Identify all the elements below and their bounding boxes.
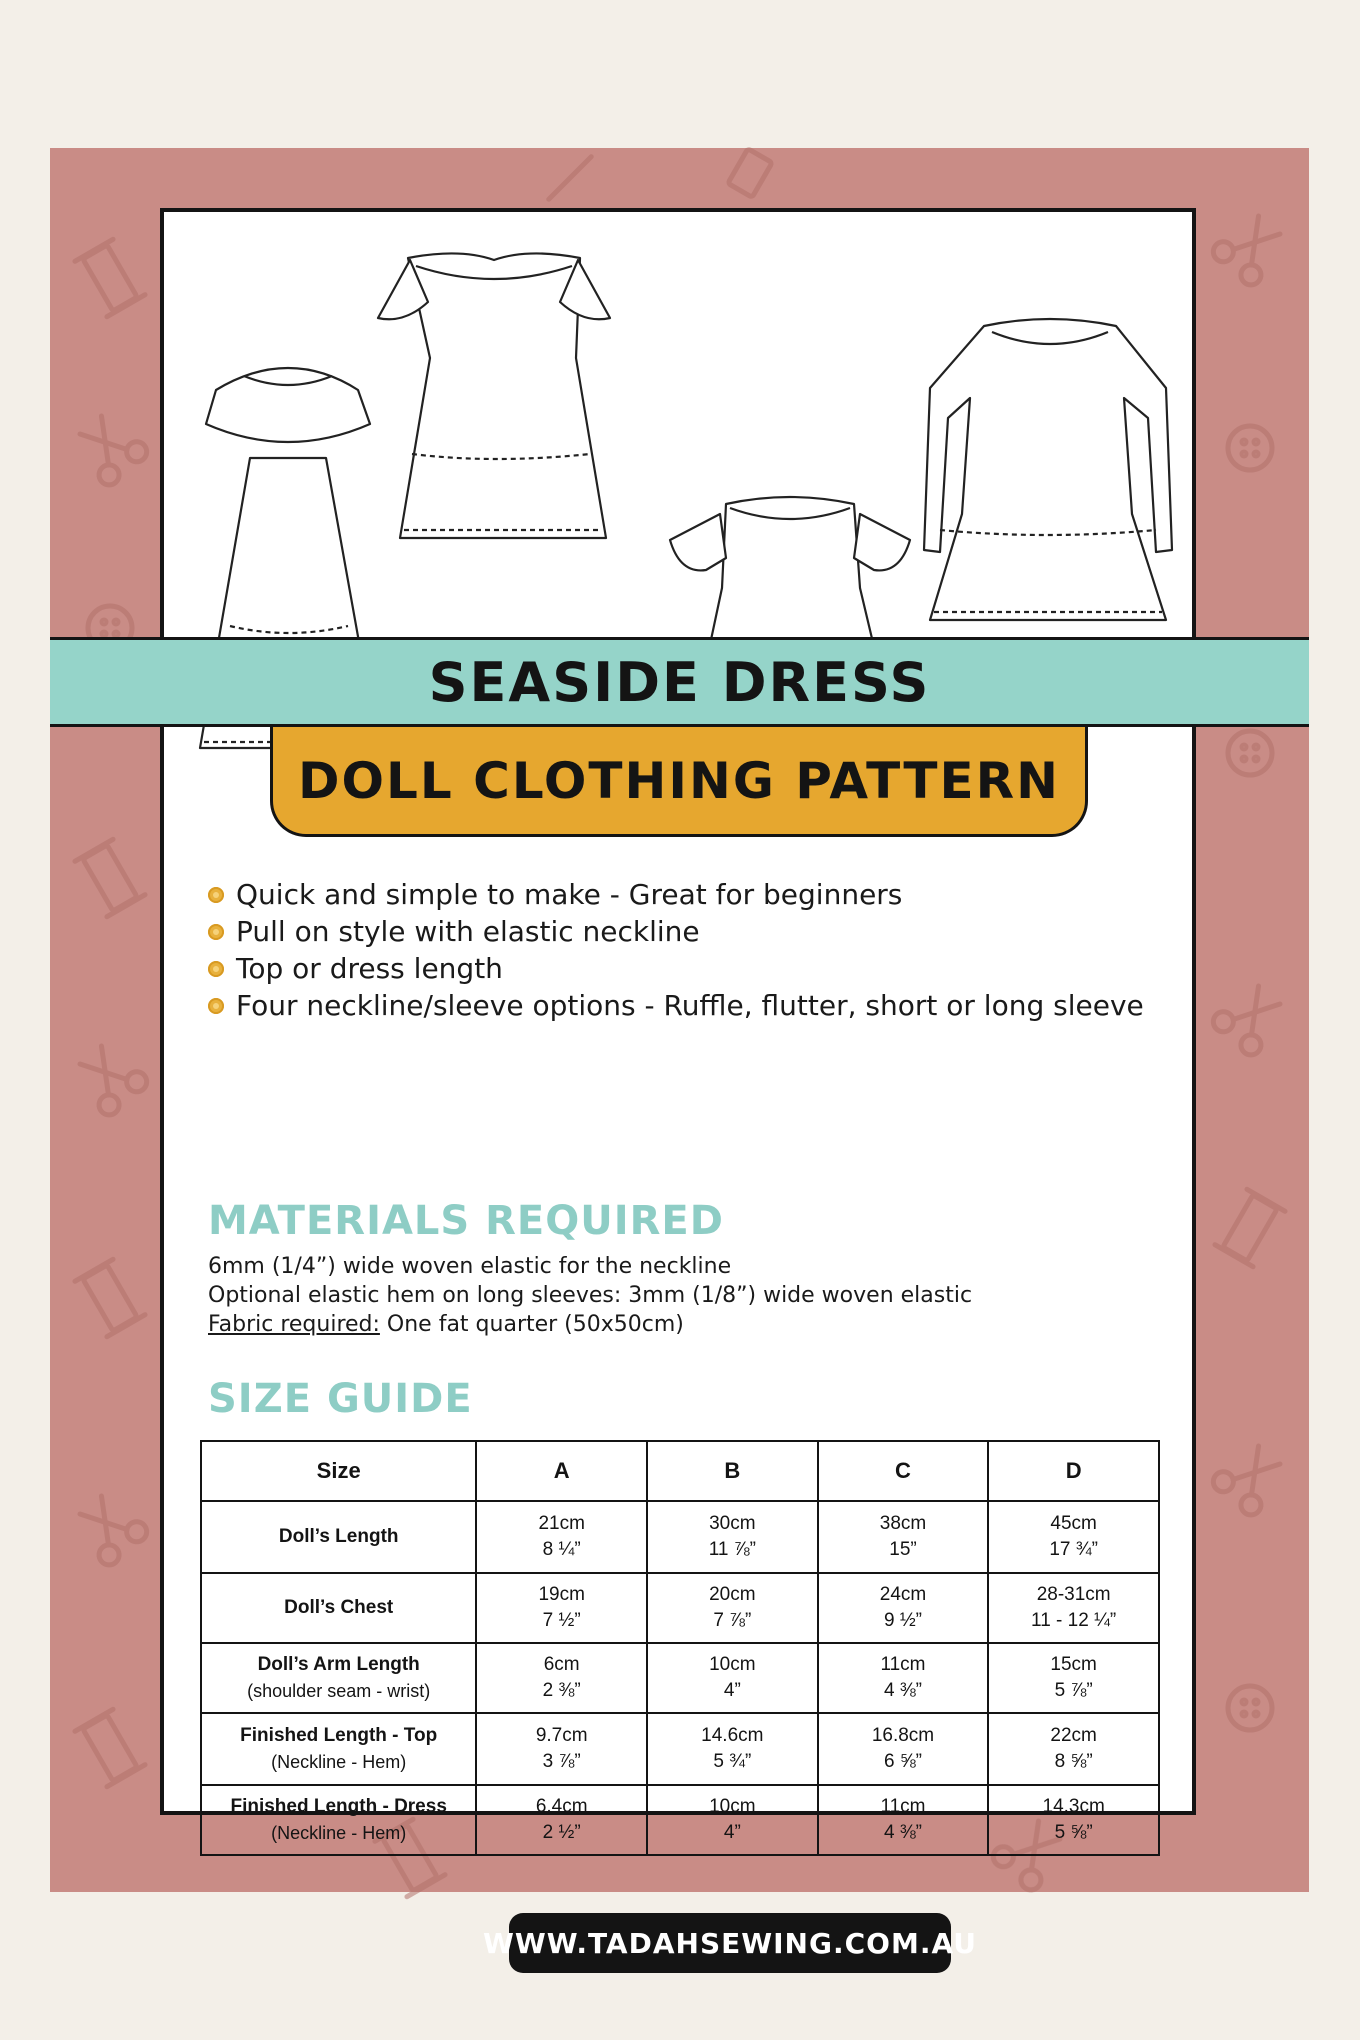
feature-item: Top or dress length <box>208 950 1208 987</box>
scissors-icon <box>69 407 150 489</box>
button-icon <box>1228 731 1272 775</box>
materials-line: 6mm (1/4”) wide woven elastic for the neckline <box>208 1254 732 1279</box>
table-cell: 24cm 9 ½” <box>818 1573 989 1643</box>
table-cell: 21cm 8 ¼” <box>476 1501 647 1573</box>
table-row <box>201 1785 1159 1855</box>
pattern-cover <box>50 148 1309 1960</box>
table-row <box>201 1573 1159 1643</box>
feature-item: Pull on style with elastic neckline <box>208 913 1208 950</box>
scissors-icon <box>69 1487 150 1569</box>
flutter-sleeve-top-illustration <box>378 253 610 538</box>
pattern-subtitle: DOLL CLOTHING PATTERN <box>298 751 1060 810</box>
bullet-icon <box>208 887 224 903</box>
table-cell: 11cm 4 ⅜” <box>818 1643 989 1713</box>
spool-icon <box>75 239 145 316</box>
table-cell: 28-31cm 11 - 12 ¼” <box>988 1573 1159 1643</box>
spool-icon <box>75 1709 145 1786</box>
table-cell: 30cm 11 ⅞” <box>647 1501 818 1573</box>
row-label: Doll’s Chest <box>201 1573 476 1643</box>
materials-heading: MATERIALS REQUIRED <box>208 1198 724 1244</box>
table-cell: 22cm 8 ⅝” <box>988 1713 1159 1785</box>
table-cell: 20cm 7 ⅞” <box>647 1573 818 1643</box>
scissors-icon <box>1209 1437 1290 1519</box>
fabric-value: One fat quarter (50x50cm) <box>379 1312 684 1337</box>
bullet-icon <box>208 998 224 1014</box>
row-label: Doll’s Arm Length (shoulder seam - wrist) <box>201 1643 476 1713</box>
table-cell: 10cm 4” <box>647 1785 818 1855</box>
scissors-icon <box>69 1037 150 1119</box>
fabric-label: Fabric required: <box>208 1312 380 1337</box>
table-cell: 10cm 4” <box>647 1643 818 1713</box>
column-header: A <box>476 1441 647 1501</box>
table-cell: 11cm 4 ⅜” <box>818 1785 989 1855</box>
table-cell: 19cm 7 ½” <box>476 1573 647 1643</box>
spool-icon <box>1215 1189 1285 1266</box>
pattern-title: SEASIDE DRESS <box>428 650 931 714</box>
button-icon <box>1228 426 1272 470</box>
feature-list <box>208 876 1208 1024</box>
bullet-icon <box>208 961 224 977</box>
column-header: B <box>647 1441 818 1501</box>
table-cell: 14.3cm 5 ⅝” <box>988 1785 1159 1855</box>
table-cell: 6cm 2 ⅜” <box>476 1643 647 1713</box>
row-label: Finished Length - Top (Neckline - Hem) <box>201 1713 476 1785</box>
row-label: Finished Length - Dress (Neckline - Hem) <box>201 1785 476 1855</box>
size-guide-heading: SIZE GUIDE <box>208 1376 473 1422</box>
feature-item: Quick and simple to make - Great for beginners <box>208 876 1208 913</box>
button-icon <box>1228 1686 1272 1730</box>
fabric-line <box>208 1310 972 1339</box>
materials-text <box>208 1252 972 1339</box>
feature-item: Four neckline/sleeve options - Ruffle, flutter, short or long sleeve <box>208 987 1208 1024</box>
column-header: Size <box>201 1441 476 1501</box>
table-cell: 38cm 15” <box>818 1501 989 1573</box>
table-cell: 15cm 5 ⅞” <box>988 1643 1159 1713</box>
bullet-icon <box>208 924 224 940</box>
spool-icon <box>728 149 772 198</box>
table-cell: 6.4cm 2 ½” <box>476 1785 647 1855</box>
table-cell: 14.6cm 5 ¾” <box>647 1713 818 1785</box>
needle-icon <box>549 157 591 199</box>
table-cell: 45cm 17 ¾” <box>988 1501 1159 1573</box>
subtitle-tab <box>270 727 1088 837</box>
table-row <box>201 1713 1159 1785</box>
materials-line: Optional elastic hem on long sleeves: 3mm (1/8”) wide woven elastic <box>208 1283 973 1308</box>
scissors-icon <box>1209 977 1290 1059</box>
website-link[interactable] <box>483 1913 977 1973</box>
table-cell: 9.7cm 3 ⅞” <box>476 1713 647 1785</box>
table-row <box>201 1643 1159 1713</box>
website-url: WWW.TADAHSEWING.COM.AU <box>483 1926 977 1960</box>
scissors-icon <box>1209 207 1290 289</box>
long-sleeve-top-illustration <box>924 319 1172 620</box>
column-header: C <box>818 1441 989 1501</box>
title-band <box>50 637 1309 727</box>
size-guide-table <box>200 1440 1160 1856</box>
table-header-row <box>201 1441 1159 1501</box>
table-row <box>201 1501 1159 1573</box>
spool-icon <box>75 1259 145 1336</box>
column-header: D <box>988 1441 1159 1501</box>
row-label: Doll’s Length <box>201 1501 476 1573</box>
table-cell: 16.8cm 6 ⅝” <box>818 1713 989 1785</box>
spool-icon <box>75 839 145 916</box>
